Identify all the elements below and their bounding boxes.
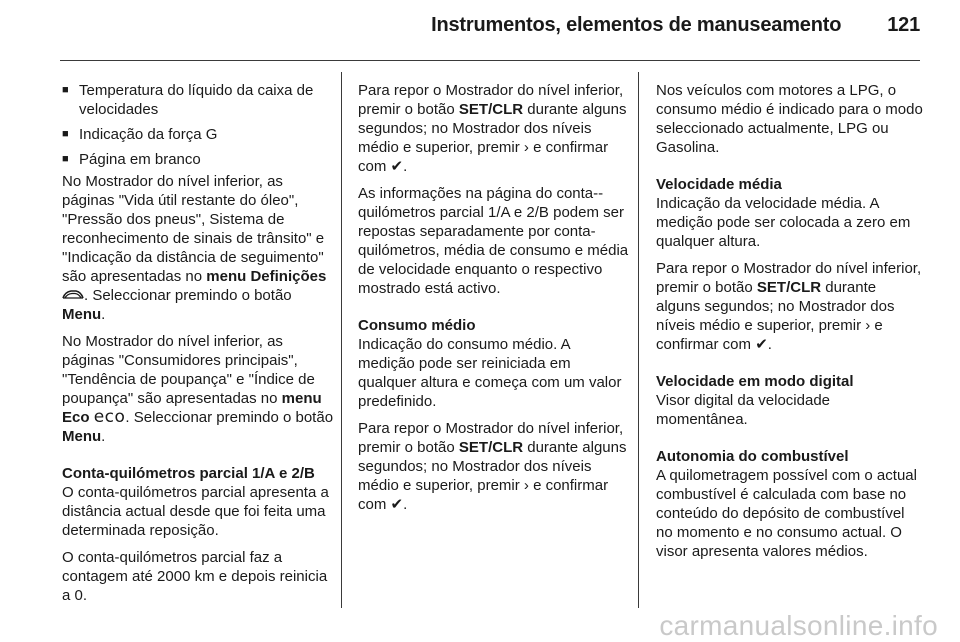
section-heading: Velocidade em modo digital (656, 373, 854, 390)
paragraph: As informações na página do conta--quilómetros parcial 1/A e 2/B podem ser repostas separadamente por conta-quilómetros, média de consumo e média de velocidade enquanto o respectivo mostrado está activo. (358, 185, 629, 297)
paragraph: Indicação da velocidade média. A medição pode ser colocada a zero em qualquer altura. (656, 195, 911, 250)
section-heading: Consumo médio (358, 317, 476, 334)
paragraph: Visor digital da velocidade momentânea. (656, 392, 831, 428)
paragraph: O conta-quilómetros parcial faz a contagem até 2000 km e depois reinicia a 0. (62, 549, 328, 604)
section-heading: Velocidade média (656, 176, 782, 193)
paragraph: A quilometragem possível com o actual combustível é calculada com base no conteúdo do depósito de combustível no momento e no consumo actual. O visor apresenta valores médios. (656, 467, 917, 560)
eco-icon: eco (93, 407, 126, 427)
paragraph: Indicação do consumo médio. A medição pode ser reiniciada em qualquer altura e começa com um valor predefinido. (358, 336, 622, 410)
paragraph: Para repor o Mostrador do nível inferior, premir o botão SET/CLR durante alguns segundos; no Mostrador dos níveis médio e superior, premir › e confirmar com ✔. (358, 82, 627, 175)
column-2 (358, 81, 630, 522)
paragraph: Para repor o Mostrador do nível inferior, premir o botão SET/CLR durante alguns segundos; no Mostrador dos níveis médio e superior, premir › e confirmar com ✔. (656, 260, 922, 353)
bullet-item: ■ Temperatura do líquido da caixa de velocidades (62, 81, 334, 119)
paragraph: No Mostrador do nível inferior, as páginas "Vida útil restante do óleo", "Pressão dos pneus", Sistema de reconhecimento de sinais de trânsito" e "Indicação da distância de seguimento" são apresentadas no menu Definições . Seleccionar premindo o botão Menu. (62, 173, 327, 323)
page-title: Instrumentos, elementos de manuseamento (431, 14, 842, 36)
chevron-right-icon: › (865, 317, 871, 334)
car-settings-icon (62, 289, 84, 301)
paragraph: Para repor o Mostrador do nível inferior, premir o botão SET/CLR durante alguns segundos; no Mostrador dos níveis médio e superior, premir › e confirmar com ✔. (358, 420, 627, 513)
bullet-item: ■ Indicação da força G (62, 125, 334, 144)
checkmark-icon: ✔ (390, 496, 404, 513)
column-1 (62, 81, 334, 613)
paragraph: O conta-quilómetros parcial apresenta a distância actual desde que foi feita uma determinada reposição. (62, 484, 329, 539)
chevron-right-icon: › (523, 477, 529, 494)
checkmark-icon: ✔ (755, 336, 768, 353)
section-heading: Conta-quilómetros parcial 1/A e 2/B (62, 465, 315, 482)
paragraph: Nos veículos com motores a LPG, o consumo médio é indicado para o modo seleccionado actualmente, LPG ou Gasolina. (656, 82, 923, 156)
chevron-right-icon: › (523, 139, 529, 156)
column-divider-1 (341, 72, 342, 608)
bullet-item: ■ Página em branco (62, 150, 334, 169)
column-3 (656, 81, 924, 569)
page-header (0, 14, 920, 37)
section-heading: Autonomia do combustível (656, 448, 849, 465)
paragraph: No Mostrador do nível inferior, as páginas "Consumidores principais", "Tendência de poupança" e "Índice de poupança" são apresentadas no menu Eco eco. Seleccionar premindo o botão Menu. (62, 333, 334, 445)
watermark: carmanualsonline.info (659, 610, 938, 641)
page-number: 121 (887, 14, 920, 36)
header-rule (60, 60, 920, 61)
checkmark-icon: ✔ (390, 158, 404, 175)
column-divider-2 (638, 72, 639, 608)
